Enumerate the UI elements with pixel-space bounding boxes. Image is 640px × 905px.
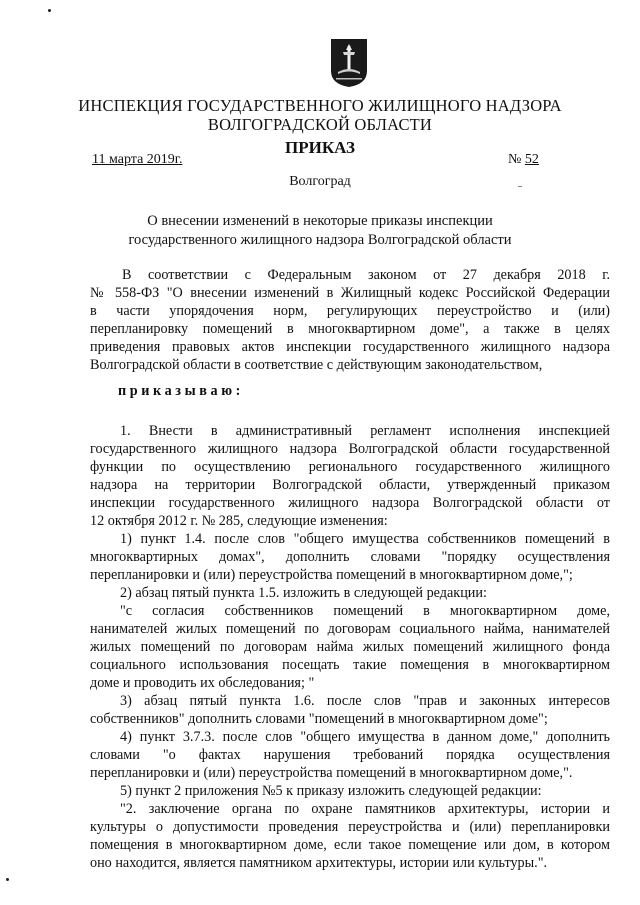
order-directive: приказываю:: [118, 383, 244, 399]
document-title: ПРИКАЗ: [285, 138, 355, 157]
preamble-line: В соответствии с Федеральным законом от 27 декабря 2018 г.: [122, 267, 610, 283]
scan-speck: [6, 878, 9, 881]
item-line: 4) пункт 3.7.3. после слов "общего имущества в данном доме," дополнить: [120, 729, 610, 745]
subject-line1: О внесении изменений в некоторые приказы инспекции: [147, 213, 493, 229]
item-line: государственного жилищного надзора Волгоградской области государственной: [90, 441, 610, 457]
scan-speck: [48, 9, 51, 12]
item-line: 1. Внести в административный регламент исполнения инспекцией: [120, 423, 610, 439]
preamble-line: приведения правовых актов инспекции государственного жилищного надзора: [90, 339, 610, 355]
preamble-line: № 558-ФЗ "О внесении изменений в Жилищный кодекс Российской Федерации: [90, 285, 610, 301]
item-line: инспекции государственного жилищного надзора Волгоградской области от: [90, 495, 610, 511]
preamble-line: Волгоградской области в соответствие с действующим законодательством,: [90, 357, 543, 373]
item-line: многоквартирных домах", дополнить словами "порядку осуществления: [90, 549, 610, 565]
item-line: 12 октября 2012 г. № 285, следующие изменения:: [90, 513, 388, 529]
item-line: 1) пункт 1.4. после слов "общего имущества собственников помещений в: [120, 531, 610, 547]
subject-line2: государственного жилищного надзора Волгоградской области: [128, 232, 512, 248]
preamble: [90, 266, 610, 374]
item-line: оно находится, является памятником архитектуры, истории или культуры.".: [90, 855, 548, 871]
order-number: [508, 152, 539, 168]
order-items: [90, 422, 610, 872]
number-value: 52: [524, 152, 539, 167]
item-line: словами "о фактах нарушения требований порядка осуществления: [90, 747, 610, 763]
item-line: культуры о допустимости проведения переустройства и (или) перепланировки: [90, 819, 610, 835]
item-line: 3) абзац пятый пункта 1.6. после слов "прав и законных интересов: [120, 693, 610, 709]
item-line: "2. заключение органа по охране памятников архитектуры, истории и: [120, 801, 610, 817]
agency-name-line1: ИНСПЕКЦИЯ ГОСУДАРСТВЕННОГО ЖИЛИЩНОГО НАДЗОРА: [78, 96, 562, 115]
coat-of-arms-icon: [330, 38, 368, 88]
item-line: "с согласия собственников помещений в многоквартирном доме,: [120, 603, 610, 619]
item-line: социального использования посещать такие помещения в многоквартирном: [90, 657, 610, 673]
preamble-line: в части упорядочения норм, регулирующих переустройство и (или): [90, 303, 610, 319]
number-sign: №: [508, 152, 522, 167]
item-line: надзора на территории Волгоградской области, утвержденный приказом: [90, 477, 610, 493]
item-line: перепланировки и (или) переустройства помещений в многоквартирном доме,";: [90, 567, 573, 583]
city-name: Волгоград: [289, 174, 351, 189]
item-line: нанимателей жилых помещений по договорам социального найма, нанимателей: [90, 621, 610, 637]
item-line: 2) абзац пятый пункта 1.5. изложить в следующей редакции:: [120, 585, 487, 601]
preamble-line: перепланировку помещений в многоквартирном доме", а также в целях: [90, 321, 610, 337]
item-line: функции по осуществлению регионального государственного жилищного: [90, 459, 610, 475]
item-line: жилых помещений по договорам найма жилых помещений жилищного фонда: [90, 639, 610, 655]
item-line: собственников" дополнить словами "помещений в многоквартирном доме";: [90, 711, 548, 727]
item-line: перепланировки и (или) переустройства помещений в многоквартирном доме,".: [90, 765, 573, 781]
item-line: помещения в многоквартирном доме, если такое помещение или дом, в котором: [90, 837, 610, 853]
order-date: 11 марта 2019г.: [92, 152, 183, 167]
item-line: 5) пункт 2 приложения №5 к приказу изложить следующей редакции:: [120, 783, 542, 799]
agency-name-line2: ВОЛГОГРАДСКОЙ ОБЛАСТИ: [207, 115, 433, 134]
item-line: доме и проводить их обследования; ": [90, 675, 315, 691]
